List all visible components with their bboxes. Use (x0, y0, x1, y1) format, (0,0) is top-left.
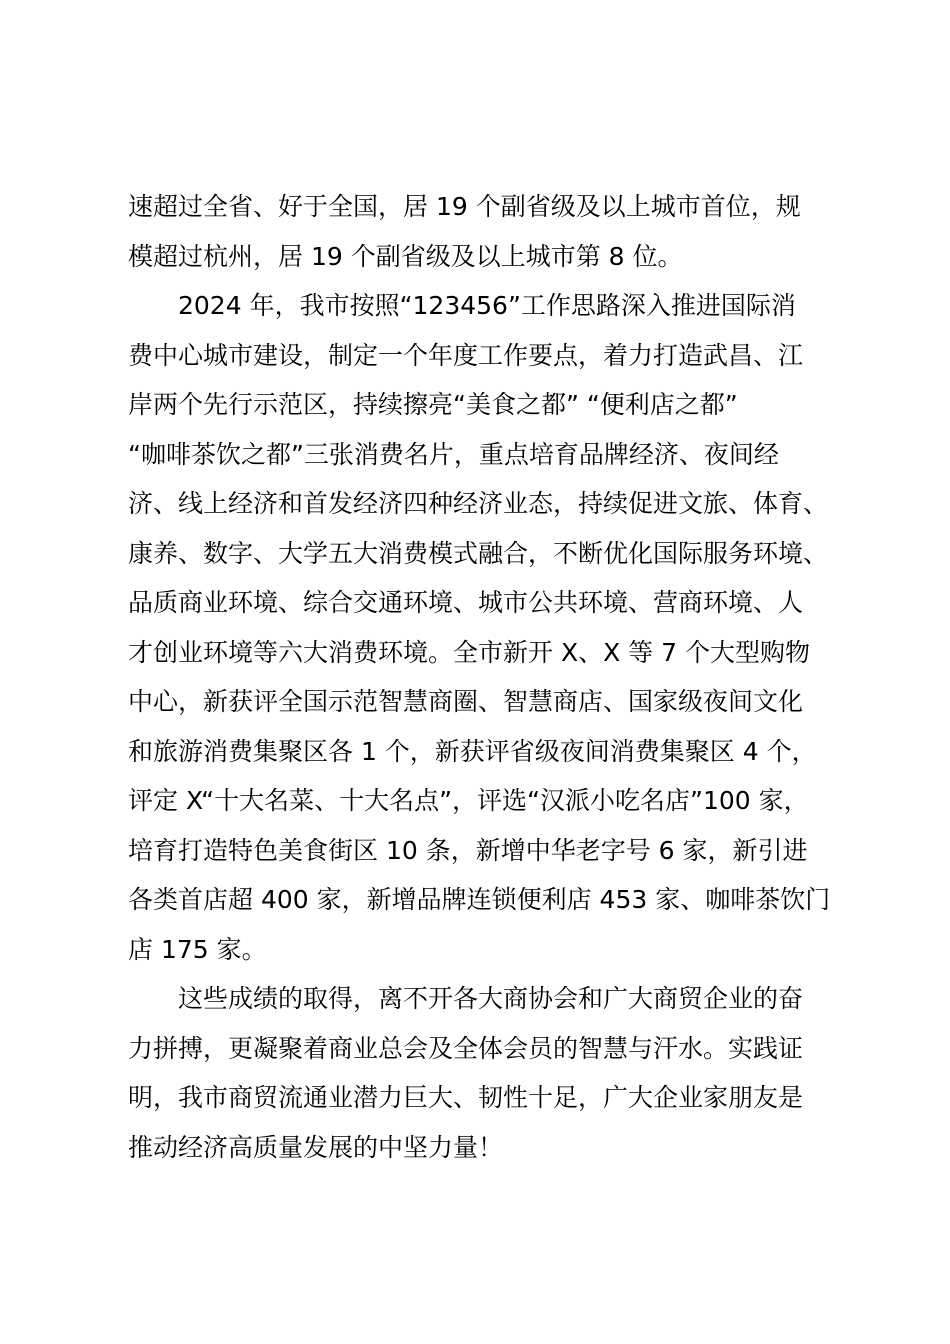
text-line: 培育打造特色美食街区 10 条，新增中华老字号 6 家，新引进 (128, 835, 808, 865)
text-line: 康养、数字、大学五大消费模式融合，不断优化国际服务环境、 (128, 538, 829, 568)
text-line: 明，我市商贸流通业潜力巨大、韧性十足，广大企业家朋友是 (128, 1083, 804, 1112)
text-line: 和旅游消费集聚区各 1 个，新获评省级夜间消费集聚区 4 个， (128, 736, 817, 766)
paragraph-1 (128, 182, 852, 281)
text-line: 中心，新获评全国示范智慧商圈、智慧商店、国家级夜间文化 (128, 687, 804, 716)
text-line: 模超过杭州，居 19 个副省级及以上城市第 8 位。 (128, 241, 683, 271)
text-line: 才创业环境等六大消费环境。全市新开 X、X 等 7 个大型购物 (128, 637, 810, 667)
paragraph-2 (128, 281, 852, 974)
text-line: 岸两个先行示范区，持续擦亮“美食之都” “便利店之都” (128, 390, 738, 419)
text-line: 力拼搏，更凝聚着商业总会及全体会员的智慧与汗水。实践证 (128, 1033, 804, 1063)
text-line: 这些成绩的取得，离不开各大商协会和广大商贸企业的奋 (178, 984, 804, 1013)
text-line: 推动经济高质量发展的中坚力量！ (128, 1132, 504, 1162)
paragraph-3 (128, 974, 852, 1172)
text-line: “咖啡茶饮之都”三张消费名片，重点培育品牌经济、夜间经 (128, 439, 779, 469)
body-text (128, 182, 852, 1172)
text-line: 速超过全省、好于全国，居 19 个副省级及以上城市首位，规 (128, 192, 801, 221)
text-line: 品质商业环境、综合交通环境、城市公共环境、营商环境、人 (128, 588, 804, 617)
text-line: 各类首店超 400 家，新增品牌连锁便利店 453 家、咖啡茶饮门 (128, 885, 831, 914)
text-line: 评定 X“十大名菜、十大名点”，评选“汉派小吃名店”100 家， (128, 786, 809, 815)
text-line: 费中心城市建设，制定一个年度工作要点，着力打造武昌、江 (128, 340, 804, 370)
text-line: 店 175 家。 (128, 934, 267, 964)
text-line: 2024 年，我市按照“123456”工作思路深入推进国际消 (178, 291, 796, 320)
text-line: 济、线上经济和首发经济四种经济业态，持续促进文旅、体育、 (128, 489, 829, 518)
